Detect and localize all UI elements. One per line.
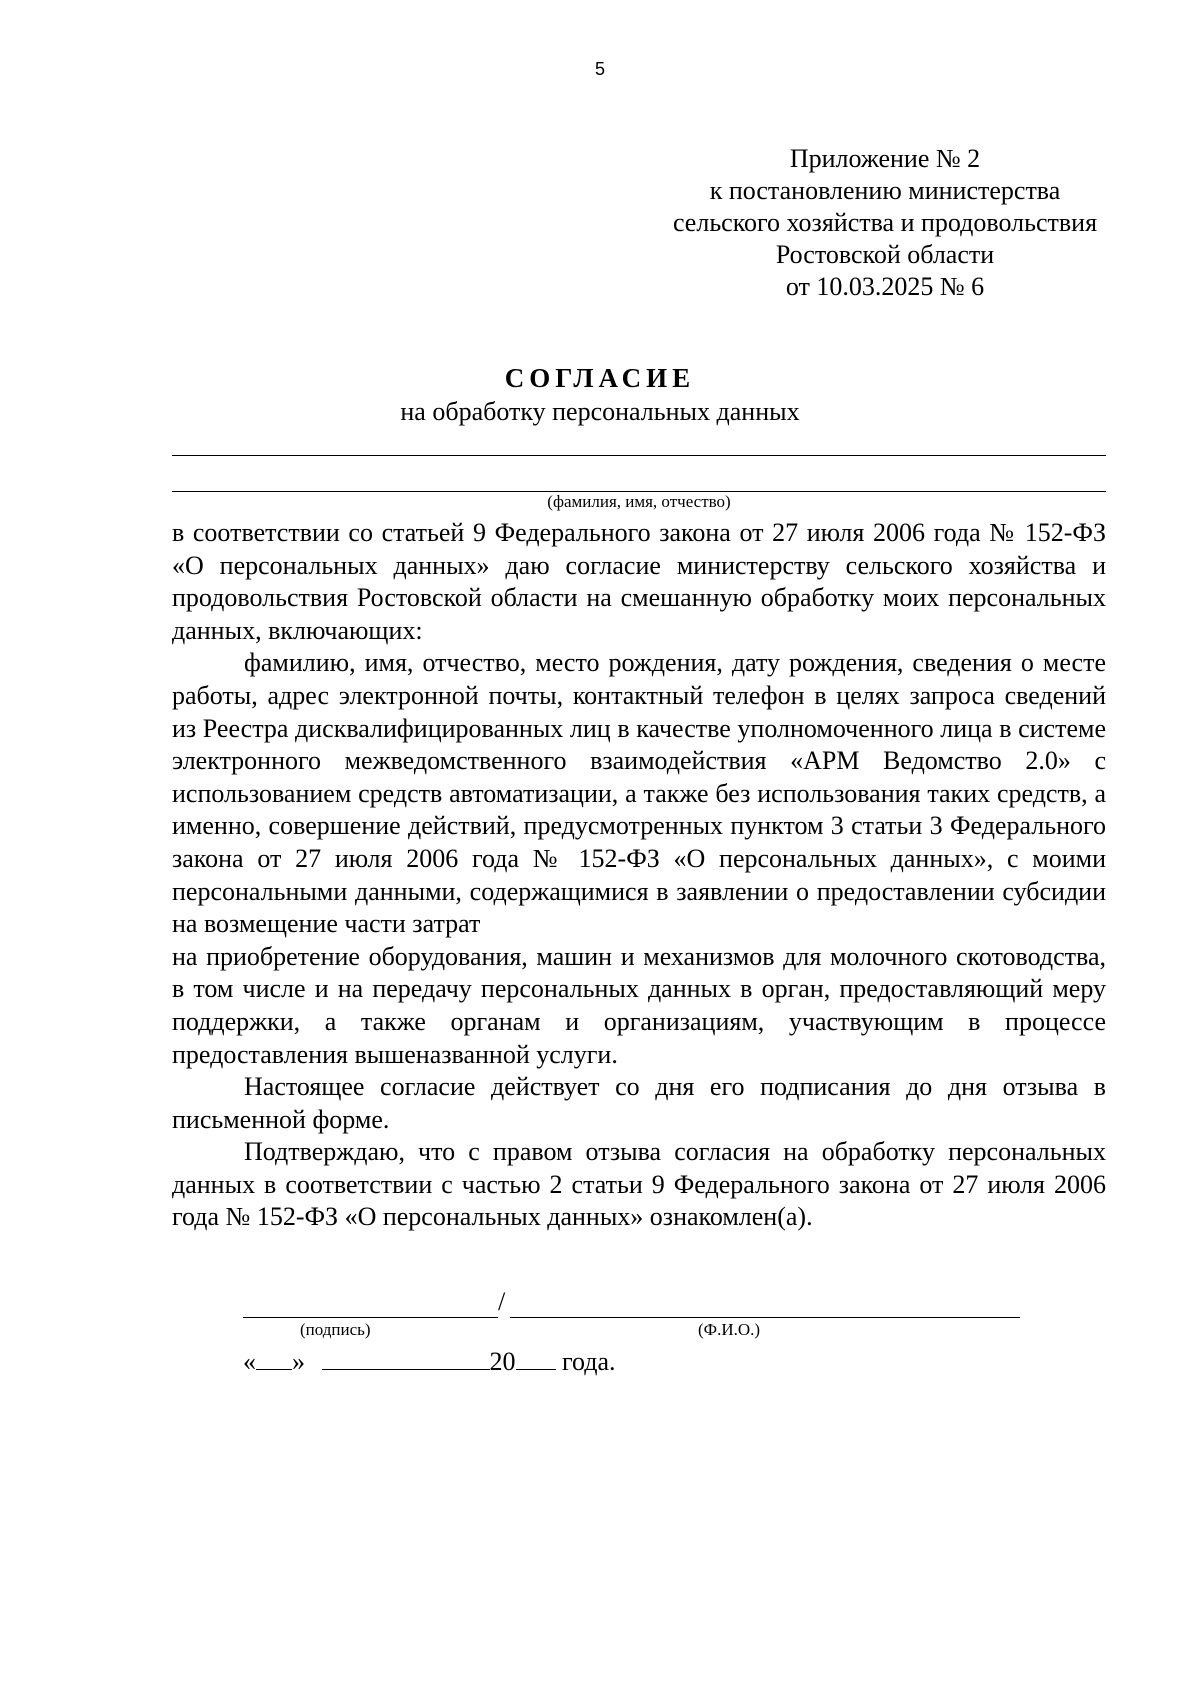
paragraph-data-list: фамилию, имя, отчество, место рождения, дату рождения, сведения о месте работы, адрес электронной почты, контактный телефон в целях запроса сведений из Реестра дисквалифицированных лиц в качестве уполномоченного лица в системе электронного межведомственного взаимодействия «АРМ Ведомство 2.0» с использованием средств автоматизации, а также без использования таких средств, а именно, совершение действий, предусмотренных пунктом 3 статьи 3 Федерального закона от 27 июля 2006 года № 152-ФЗ «О персональных данных», с моими персональными данными, содержащимися в заявлении о предоставлении субсидии на возмещение части затрат [172,648,1106,939]
appendix-line: Ростовской области [775,240,995,269]
document-title: СОГЛАСИЕ [504,363,696,393]
name-caption: (Ф.И.О.) [698,1320,761,1339]
paragraph-confirmation: Подтверждаю, что с правом отзыва согласия на обработку персональных данных в соответствии с частью 2 статьи 9 Федерального закона от 27 июля 2006 года № 152-ФЗ «О персональных данных» ознакомлен(а). [172,1137,1106,1232]
fio-caption: (фамилия, имя, отчество) [547,492,731,511]
appendix-line: Приложение № 2 [789,144,981,173]
appendix-block [620,143,1150,303]
name-line [510,1317,1020,1318]
year-suffix: года. [562,1347,616,1376]
day-blank [256,1345,292,1370]
month-blank [322,1345,490,1370]
date-line [243,1345,616,1378]
body-text [172,517,1106,1234]
year-century: 20 [489,1347,516,1376]
signature-caption: (подпись) [300,1320,371,1339]
fio-blank-line-1 [172,455,1106,456]
appendix-line: к постановлению министерства [709,176,1061,205]
paragraph-validity: Настоящее согласие действует со дня его подписания до дня отзыва в письменной форме. [172,1072,1106,1134]
appendix-line: сельского хозяйства и продовольствия [672,208,1098,237]
document-subtitle: на обработку персональных данных [400,397,800,426]
paragraph-data-list-continued: на приобретение оборудования, машин и механизмов для молочного скотоводства, в том числе и на передачу персональных данных в орган, предоставляющий меру поддержки, а также органам и организациям, участвующим в процессе предоставления вышеназванной услуги. [172,941,1106,1069]
appendix-line: от 10.03.2025 № 6 [785,272,985,301]
date-open-quote: « [243,1347,256,1376]
signature-slash: / [498,1287,506,1316]
signature-line [243,1317,498,1318]
year-blank [516,1345,556,1370]
date-close-quote: » [292,1347,305,1376]
page-number: 5 [594,59,605,79]
paragraph-consent-intro: в соответствии со статьей 9 Федерального закона от 27 июля 2006 года № 152-ФЗ «О персональных данных» даю согласие министерству сельского хозяйства и продовольствия Ростовской области на смешанную обработку моих персональных данных, включающих: [172,518,1106,645]
